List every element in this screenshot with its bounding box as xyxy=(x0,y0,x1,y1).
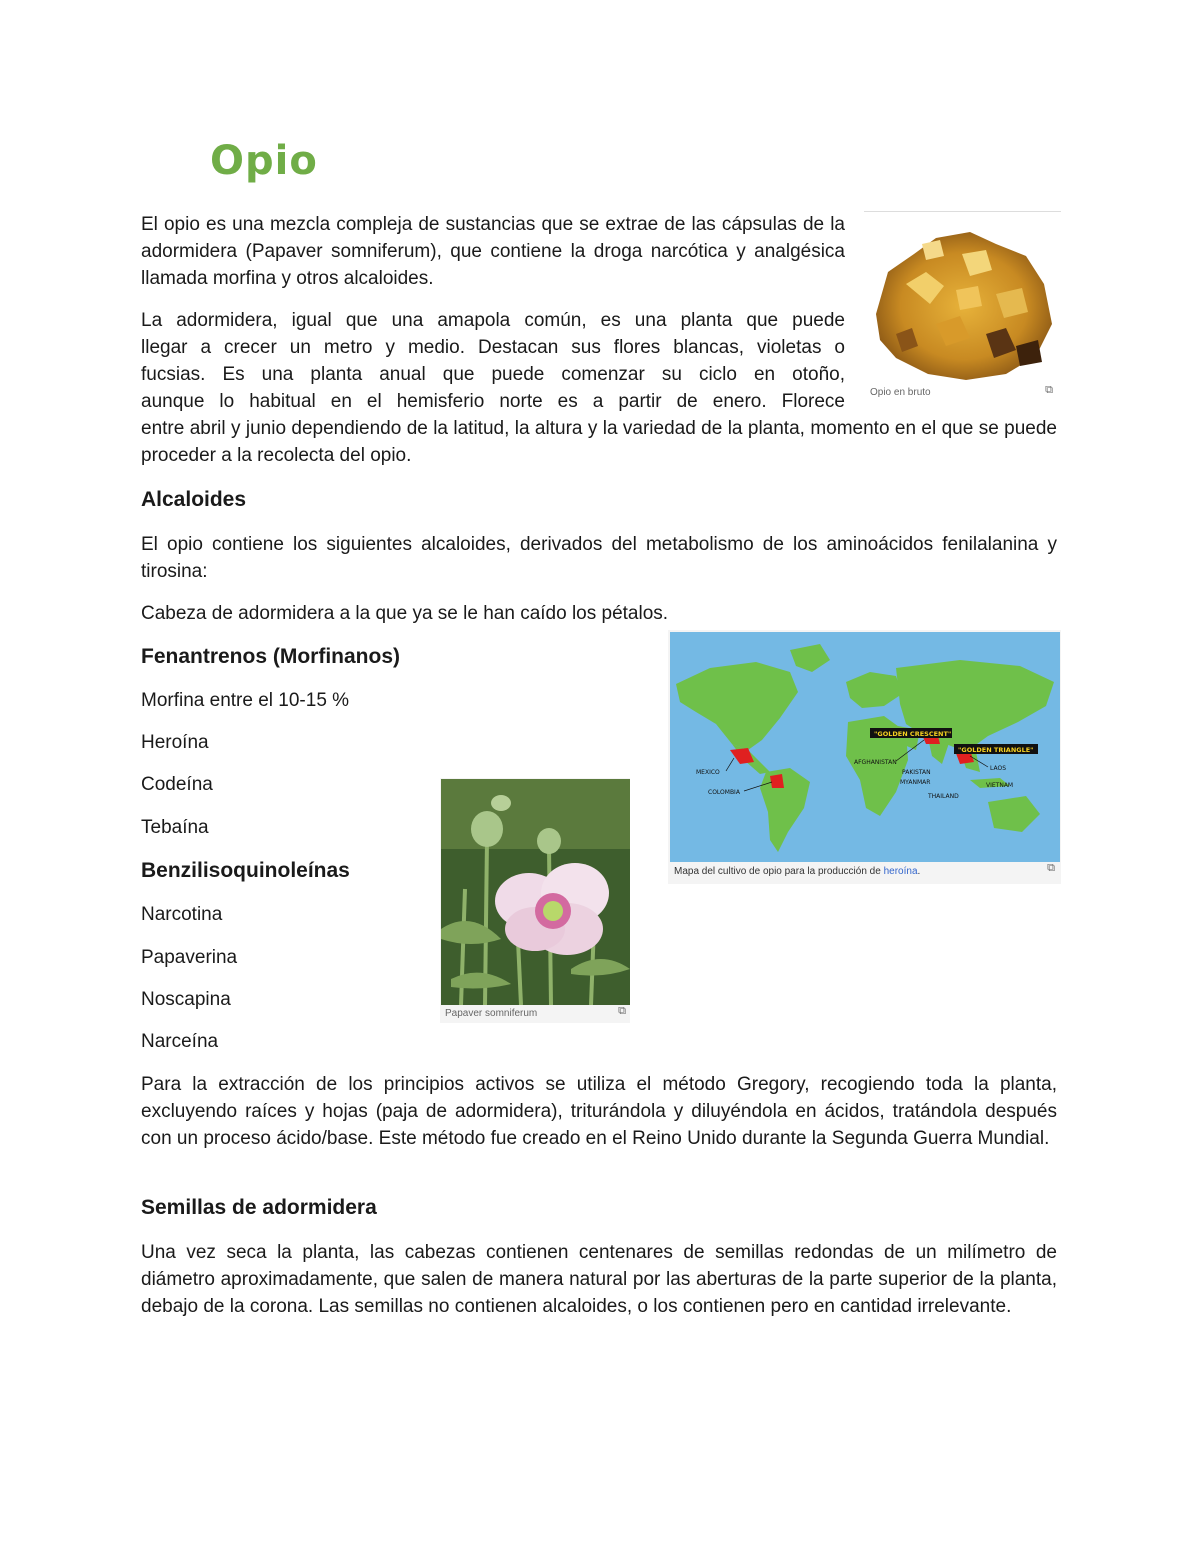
map-label-colombia: COLOMBIA xyxy=(708,789,740,796)
list-item: Papaverina xyxy=(141,947,238,968)
raw-opium-image[interactable] xyxy=(866,224,1056,386)
map-label-laos: LAOS xyxy=(990,765,1007,772)
benzil-heading: Benzilisoquinoleínas xyxy=(141,859,350,882)
list-item: Tebaína xyxy=(141,817,209,838)
opium-cultivation-map[interactable] xyxy=(670,632,1060,862)
map-label-vietnam: VIETNAM xyxy=(986,782,1014,789)
opium-map-figure[interactable] xyxy=(668,630,1061,884)
fenantrenos-heading: Fenantrenos (Morfinanos) xyxy=(141,645,401,668)
enlarge-icon[interactable]: ⧉ xyxy=(618,1005,626,1017)
list-item: Codeína xyxy=(141,774,213,795)
intro-paragraph-2-line-3: fucsias. Es una planta anual que puede comenzar su ciclo en otoño, xyxy=(141,364,845,385)
heroin-link[interactable]: heroína xyxy=(883,866,918,877)
map-label-thailand: THAILAND xyxy=(928,793,959,800)
list-item: Narcotina xyxy=(141,904,223,925)
map-label-golden-crescent: "GOLDEN CRESCENT" xyxy=(874,730,952,738)
map-caption-end: . xyxy=(917,866,921,877)
alcaloides-paragraph: El opio contiene los siguientes alcaloides, derivados del metabolismo de los aminoácidos fenilalanina y tirosina: xyxy=(141,534,1057,582)
map-label-golden-triangle: "GOLDEN TRIANGLE" xyxy=(958,746,1034,754)
list-item: Noscapina xyxy=(141,989,231,1010)
poppy-image[interactable] xyxy=(441,779,630,1005)
map-label-afghanistan: AFGHANISTAN xyxy=(854,759,897,766)
enlarge-icon[interactable]: ⧉ xyxy=(1047,862,1055,874)
intro-paragraph-2-line-1: La adormidera, igual que una amapola común, es una planta que puede xyxy=(141,310,845,331)
opium-caption: Opio en bruto xyxy=(870,387,931,398)
list-item: Narceína xyxy=(141,1031,219,1052)
map-caption xyxy=(674,866,920,877)
poppy-head-text: Cabeza de adormidera a la que ya se le han caído los pétalos. xyxy=(141,603,669,624)
semillas-heading: Semillas de adormidera xyxy=(141,1196,377,1219)
list-item: Morfina entre el 10-15 % xyxy=(141,690,350,711)
opium-figure[interactable] xyxy=(864,211,1061,402)
poppy-caption: Papaver somniferum xyxy=(445,1008,538,1019)
list-item: Heroína xyxy=(141,732,209,753)
map-label-pakistan: PAKISTAN xyxy=(902,769,931,776)
gregory-method-paragraph: Para la extracción de los principios activos se utiliza el método Gregory, recogiendo toda la planta, excluyendo raíces y hojas (paja de adormidera), triturándola y diluyéndola en ácidos, tratándola después con un proceso ácido/base. Este método fue creado en el Reino Unido durante la Segunda Guerra Mundial. xyxy=(141,1074,1057,1149)
intro-paragraph-1: El opio es una mezcla compleja de sustancias que se extrae de las cápsulas de la adormidera (Papaver somniferum), que contiene la droga narcótica y analgésica llamada morfina y otros alcaloides. xyxy=(141,214,845,289)
enlarge-icon[interactable]: ⧉ xyxy=(1045,384,1053,396)
page-title: Opio xyxy=(210,138,318,184)
map-label-myanmar: MYANMAR xyxy=(900,779,931,786)
intro-paragraph-2-line-2: llegar a crecer un metro y medio. Destacan sus flores blancas, violetas o xyxy=(141,337,845,358)
poppy-figure[interactable] xyxy=(440,778,630,1023)
intro-paragraph-2-rest: entre abril y junio dependiendo de la latitud, la altura y la variedad de la planta, momento en el que se puede proceder a la recolecta del opio. xyxy=(141,418,1057,466)
map-caption-text: Mapa del cultivo de opio para la producción de xyxy=(674,866,884,877)
alcaloides-heading: Alcaloides xyxy=(141,488,247,511)
map-label-mexico: MEXICO xyxy=(696,769,720,776)
intro-paragraph-2-line-4: aunque lo habitual en el hemisferio norte es a partir de enero. Florece xyxy=(141,391,845,412)
semillas-paragraph: Una vez seca la planta, las cabezas contienen centenares de semillas redondas de un milímetro de diámetro aproximadamente, que salen de manera natural por las aberturas de la parte superior de la planta, debajo de la corona. Las semillas no contienen alcaloides, o los contienen pero en cantidad irrelevante. xyxy=(141,1242,1057,1317)
